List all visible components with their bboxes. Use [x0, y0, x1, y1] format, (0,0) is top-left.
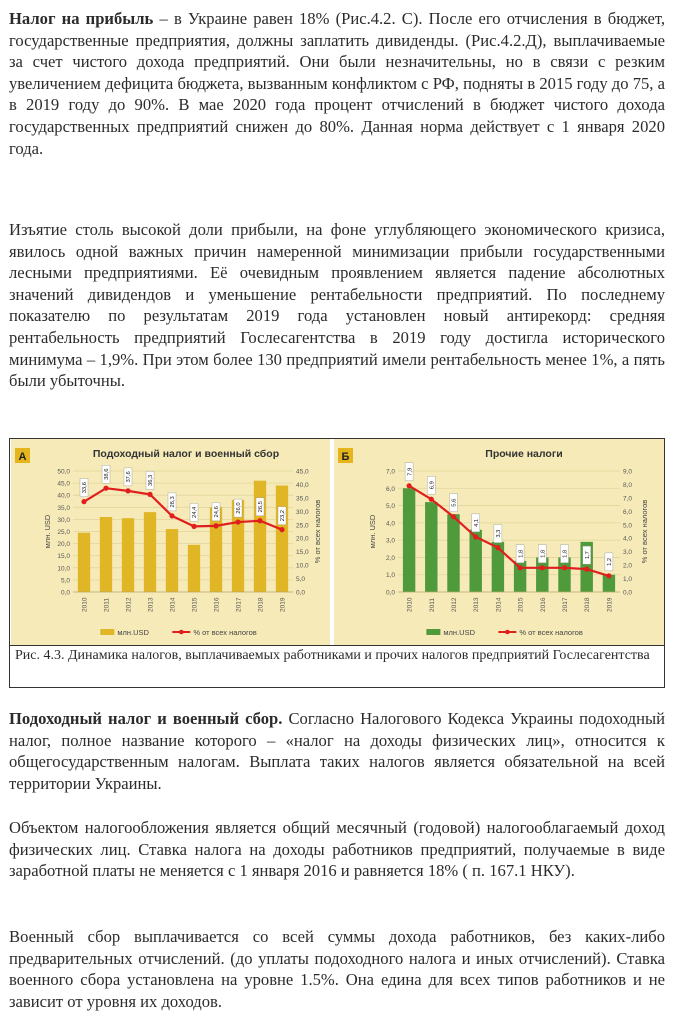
chart-b-svg — [334, 439, 664, 645]
x-tick-label: 2011 — [103, 598, 111, 612]
y2-tick-label: 1,0 — [623, 576, 633, 584]
line-point — [451, 514, 456, 519]
line-series — [84, 488, 282, 529]
chart-panel-b — [334, 439, 664, 645]
y-tick-label: 0,0 — [385, 589, 395, 597]
y2-axis-label: % от всех налогов — [313, 499, 322, 564]
line-series — [409, 486, 609, 576]
y2-tick-label: 5,0 — [296, 576, 306, 584]
y2-tick-label: 0,0 — [296, 589, 306, 597]
y2-tick-label: 25,0 — [296, 522, 309, 530]
paragraph-tax-object: Объектом налогообложения является общий месячный (годовой) налогооблагаемый доход физических лиц. Ставка налога на доходы работников предприятий, получаемые в виде заработной платы не меняется с 1 января 2016 и равняется 18% ( п. 167.1 НКУ). — [9, 818, 665, 881]
line-point — [213, 523, 218, 528]
x-tick-label: 2018 — [584, 597, 592, 612]
bar — [447, 514, 459, 592]
legend-swatch-bars — [100, 629, 114, 635]
bar — [144, 512, 156, 592]
data-label: 7,9 — [407, 467, 414, 476]
data-label: 1,8 — [518, 549, 525, 558]
paragraph-military-levy: Военный сбор выплачивается со всей суммы дохода работников, без каких-либо предварительных отчислений. (до уплаты подоходного налога и иных отчислений). Ставка военного сбора установлена на уровне 1.5%. Она едина для всех типов работников и не зависит от уровня их доходов. — [9, 927, 665, 1011]
x-tick-label: 2016 — [539, 597, 547, 612]
data-label: 1,8 — [562, 549, 569, 558]
x-tick-label: 2016 — [213, 597, 221, 612]
x-tick-label: 2018 — [257, 597, 265, 612]
bar — [188, 545, 200, 592]
paragraph-income-tax — [9, 708, 665, 794]
y-tick-label: 25,0 — [57, 529, 70, 536]
line-point — [606, 573, 611, 578]
line-point — [81, 499, 86, 504]
y-tick-label: 15,0 — [57, 553, 70, 561]
line-point — [473, 534, 478, 539]
y2-tick-label: 20,0 — [296, 535, 309, 543]
data-label: 26,5 — [258, 501, 265, 513]
panel-letter: А — [18, 451, 27, 463]
x-tick-label: 2010 — [406, 597, 414, 612]
data-label: 37,6 — [126, 471, 133, 483]
y-tick-label: 20,0 — [57, 541, 70, 549]
y2-tick-label: 30,0 — [296, 508, 309, 516]
x-tick-label: 2019 — [606, 597, 614, 612]
chart-title: Прочие налоги — [485, 448, 563, 460]
x-tick-label: 2014 — [169, 597, 177, 612]
y2-tick-label: 40,0 — [296, 481, 309, 489]
paragraph-text: Согласно Налогового Кодекса Украины подоходный налог, полное название которого – «налог на доходы физических лиц», относится к общегосударственным налогам. Выплата таких налогов является обязательной на всей территории Украины. — [9, 709, 665, 793]
y-tick-label: 30,0 — [57, 516, 70, 524]
y2-tick-label: 5,0 — [623, 522, 633, 530]
data-label: 1,7 — [584, 551, 591, 560]
line-point — [562, 565, 567, 570]
x-tick-label: 2013 — [147, 597, 155, 612]
data-label: 1,8 — [540, 549, 547, 558]
legend-label-bars: млн.USD — [117, 628, 149, 637]
figure-4-3 — [9, 438, 665, 688]
line-point — [584, 567, 589, 572]
x-tick-label: 2012 — [451, 597, 458, 612]
y-axis-label: млн. USD — [43, 514, 52, 549]
panel-letter: Б — [341, 451, 350, 463]
y2-tick-label: 9,0 — [623, 468, 633, 476]
data-label: 4,1 — [473, 518, 480, 527]
y-tick-label: 5,0 — [60, 577, 70, 585]
legend-label-line: % от всех налогов — [519, 628, 583, 637]
line-point — [103, 486, 108, 491]
legend-marker-line — [505, 630, 510, 635]
y-tick-label: 1,0 — [385, 572, 395, 580]
y2-tick-label: 8,0 — [623, 481, 633, 489]
x-tick-label: 2011 — [428, 598, 436, 612]
caption-divider — [10, 645, 664, 646]
line-point — [235, 519, 240, 524]
chart-title: Подоходный налог и военный сбор — [92, 448, 280, 460]
data-label: 38,6 — [104, 468, 111, 480]
data-label: 26,0 — [236, 502, 243, 514]
bar — [276, 486, 288, 592]
bar — [166, 529, 178, 592]
x-tick-label: 2015 — [191, 597, 199, 612]
data-label: 28,3 — [170, 496, 177, 508]
y-tick-label: 45,0 — [57, 480, 70, 488]
line-point — [540, 565, 545, 570]
data-label: 3,3 — [496, 529, 503, 538]
x-tick-label: 2017 — [235, 597, 243, 612]
paragraph-text: – в Украине равен 18% (Рис.4.2. С). После его отчисления в бюджет, государственные предприятия, должны заплатить дивиденды. (Рис.4.2.Д), выплачиваемые за счет чистого дохода предприятий. Они были незначительны, но в связи с резким увеличением дефицита бюджета, вызванным конфликтом с РФ, подняты в 2015 году до 75, а в 2019 году до 90%. В мае 2020 года процент отчислений в бюджет чистого дохода государственных предприятий снижен до 80%. Данная норма действует с 1 января 2020 года. — [9, 9, 665, 158]
y2-axis-label: % от всех налогов — [640, 499, 649, 564]
y2-tick-label: 3,0 — [623, 549, 633, 557]
legend-swatch-bars — [426, 629, 440, 635]
y2-tick-label: 35,0 — [296, 495, 309, 503]
x-tick-label: 2017 — [562, 597, 569, 612]
line-point — [257, 518, 262, 523]
legend-label-line: % от всех налогов — [193, 628, 257, 637]
x-tick-label: 2012 — [125, 597, 133, 612]
data-label: 5,6 — [451, 498, 458, 507]
x-tick-label: 2015 — [517, 597, 525, 612]
bar — [403, 488, 415, 592]
y-tick-label: 10,0 — [57, 565, 70, 573]
y2-tick-label: 15,0 — [296, 549, 309, 557]
line-point — [191, 524, 196, 529]
paragraph-profit-withdrawal: Изъятие столь высокой доли прибыли, на фоне углубляющего экономического кризиса, явилось одной важных причин намеренной минимизации прибыли государственными лесными предприятиями. Её очевидным проявлением является падение абсолютных значений дивидендов и уменьшение рентабельности предприятий. По последнему показателю по результатам 2019 года установлен новый антирекорд: средняя рентабельность предприятий Гослесагентства в 2019 году достигла исторического минимума – 1,9%. При этом более 130 предприятий имели рентабельность менее 1%, а пять были убыточны. — [9, 220, 665, 391]
y-tick-label: 2,0 — [385, 554, 395, 562]
data-label: 24,6 — [214, 506, 221, 518]
data-label: 36,3 — [148, 474, 155, 487]
y-tick-label: 6,0 — [385, 485, 395, 493]
line-point — [407, 483, 412, 488]
y2-tick-label: 0,0 — [623, 589, 633, 597]
line-point — [429, 497, 434, 502]
line-point — [495, 545, 500, 550]
y-tick-label: 3,0 — [385, 537, 395, 545]
data-label: 24,4 — [192, 506, 199, 519]
y2-tick-label: 2,0 — [623, 562, 633, 570]
data-label: 23,2 — [280, 509, 287, 522]
x-tick-label: 2014 — [495, 597, 503, 612]
line-point — [169, 513, 174, 518]
legend-label-bars: млн.USD — [443, 628, 475, 637]
data-label: 6,9 — [429, 481, 436, 490]
y-tick-label: 4,0 — [385, 520, 395, 528]
chart-panel-a — [11, 439, 330, 645]
y2-tick-label: 6,0 — [623, 508, 633, 516]
y-axis-label: млн. USD — [368, 514, 377, 549]
bar — [78, 533, 90, 592]
y-tick-label: 7,0 — [385, 468, 395, 476]
x-tick-label: 2010 — [81, 597, 89, 612]
y2-tick-label: 4,0 — [623, 535, 633, 543]
line-point — [518, 565, 523, 570]
bar — [425, 502, 437, 592]
bar — [122, 518, 134, 592]
x-tick-label: 2013 — [473, 597, 481, 612]
bar — [254, 481, 266, 592]
paragraph-profit-tax — [9, 8, 665, 159]
data-label: 1,2 — [607, 557, 614, 566]
y2-tick-label: 7,0 — [623, 495, 633, 503]
y-tick-label: 0,0 — [60, 589, 70, 597]
bar — [100, 517, 112, 592]
line-point — [125, 488, 130, 493]
y-tick-label: 5,0 — [385, 503, 395, 511]
y-tick-label: 35,0 — [57, 504, 70, 512]
paragraph-lead: Подоходный налог и военный сбор. — [9, 709, 283, 728]
chart-a-svg — [11, 439, 330, 645]
figure-caption: Рис. 4.3. Динамика налогов, выплачиваемых работниками и прочих налогов предприятий Гослесагентства — [15, 648, 650, 663]
paragraph-lead: Налог на прибыль — [9, 9, 154, 28]
y-tick-label: 50,0 — [57, 468, 70, 476]
x-tick-label: 2019 — [279, 597, 287, 612]
line-point — [147, 492, 152, 497]
data-label: 33,6 — [82, 482, 89, 494]
line-point — [279, 527, 284, 532]
y-tick-label: 40,0 — [57, 492, 70, 500]
y2-tick-label: 10,0 — [296, 562, 309, 570]
y2-tick-label: 45,0 — [296, 468, 309, 476]
legend-marker-line — [179, 630, 184, 635]
